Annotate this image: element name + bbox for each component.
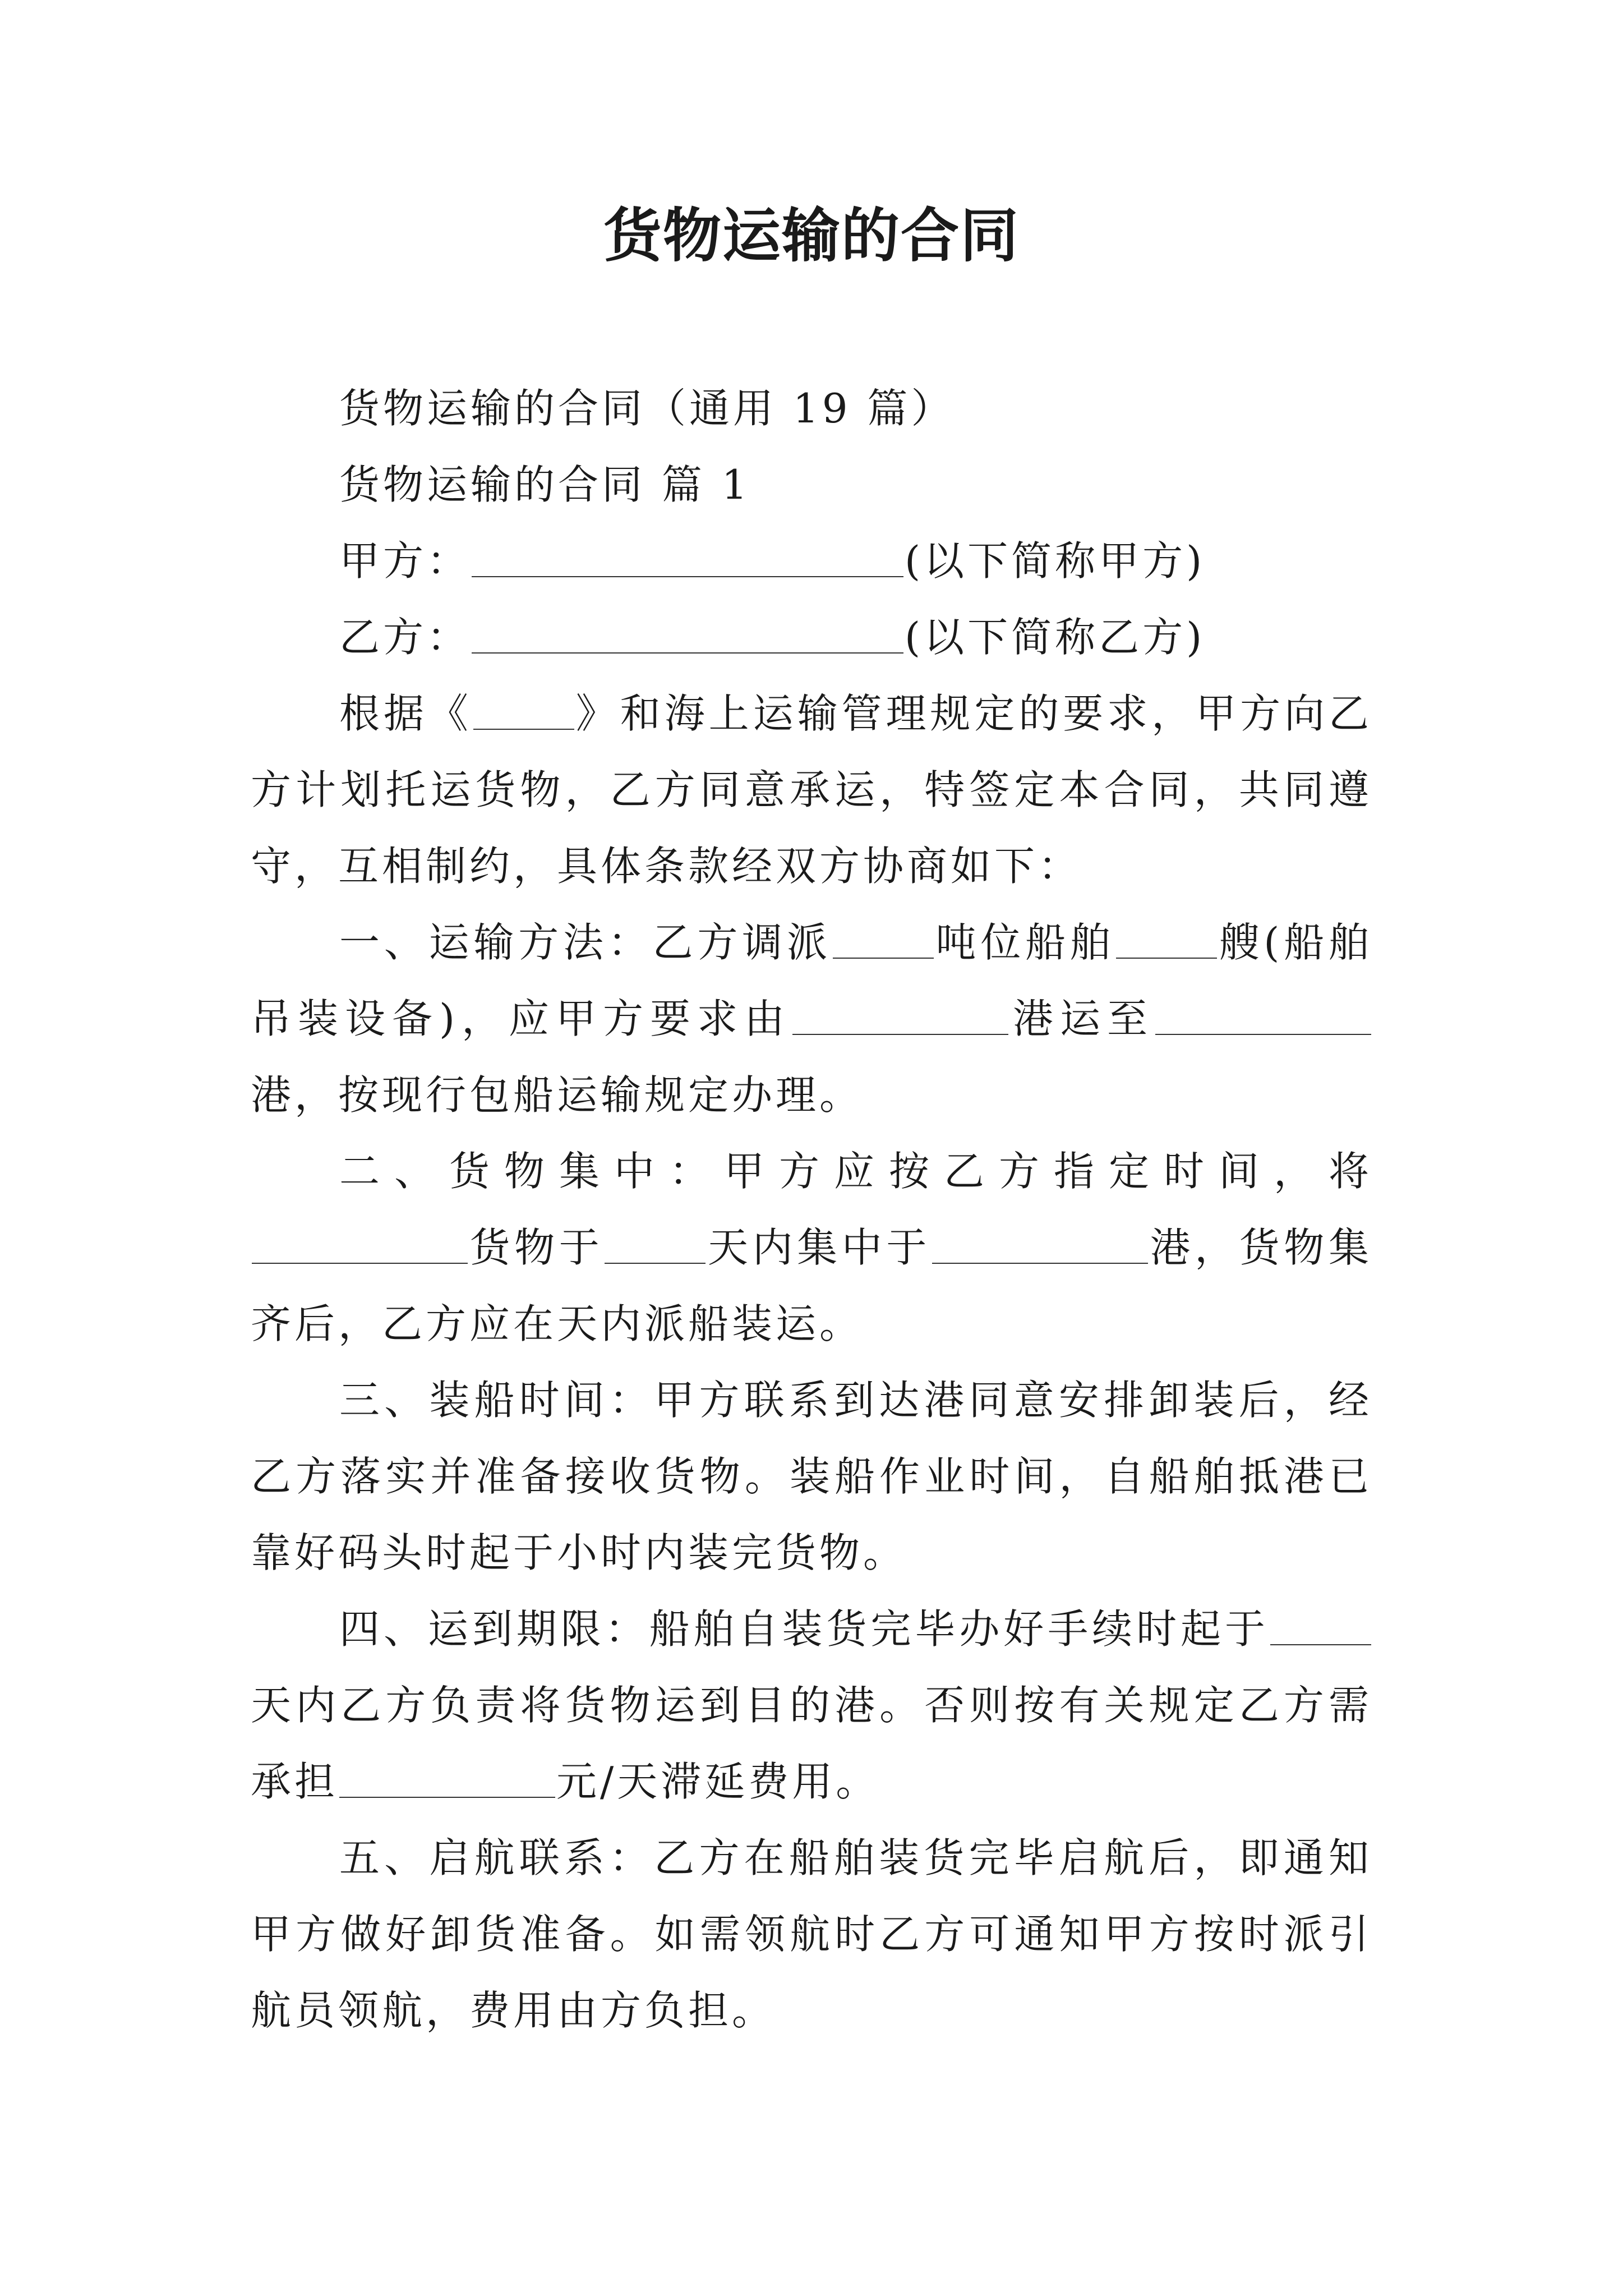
tonnage-blank — [833, 917, 934, 959]
cargo-blank — [252, 1222, 468, 1264]
vessel-count-blank — [1116, 917, 1217, 959]
origin-port-blank — [792, 993, 1008, 1035]
document-title: 货物运输的合同 — [603, 201, 1020, 270]
section-heading: 货物运输的合同 篇 1 — [339, 461, 751, 508]
penalty-amount-blank — [339, 1756, 555, 1798]
intro-paragraph: 根据《 》和海上运输管理规定的要求，甲方向乙方计划托运货物，乙方同意承运，特签定本合同，共同遵守，互相制约，具体条款经双方协商如下： — [251, 675, 1372, 904]
clause-4: 四、运到期限：船舶自装货完毕办好手续时起于天内乙方负责将货物运到目的港。否则按有关规定乙方需承担 元/天滞延费用。 — [251, 1591, 1372, 1820]
clause-5: 五、启航联系：乙方在船舶装货完毕启航后，即通知甲方做好卸货准备。如需领航时乙方可通知甲方按时派引航员领航，费用由方负担。 — [251, 1834, 1372, 2034]
destination-port-blank — [1155, 993, 1371, 1035]
party-b-blank — [472, 612, 903, 654]
party-b-suffix: (以下简称乙方) — [905, 614, 1206, 661]
collection-port-blank — [932, 1222, 1148, 1264]
party-a-label: 甲方： — [339, 537, 471, 585]
clause-2: 二、货物集中：甲方应按乙方指定时间，将货物于 天内集中于 港，货物集齐后，乙方应在天内派船装运。 — [251, 1148, 1372, 1347]
delivery-days-blank — [1270, 1604, 1371, 1645]
party-a-line — [251, 523, 1372, 599]
party-a-suffix: (以下简称甲方) — [905, 537, 1206, 585]
party-a-blank — [472, 536, 903, 577]
clause-3: 三、装船时间：甲方联系到达港同意安排卸装后，经乙方落实并准备接收货物。装船作业时间，自船舶抵港已靠好码头时起于小时内装完货物。 — [251, 1377, 1372, 1576]
document-body — [251, 370, 1372, 2049]
document-subtitle: 货物运输的合同（通用 19 篇） — [339, 385, 955, 432]
clause-1: 一、运输方法：乙方调派 吨位船舶 艘(船舶吊装设备)，应甲方要求由 港运至港，按现行包船运输规定办理。 — [251, 904, 1372, 1133]
party-b-line — [251, 599, 1372, 675]
days-blank — [605, 1222, 706, 1264]
law-name-blank — [473, 688, 574, 730]
party-b-label: 乙方： — [339, 614, 471, 661]
